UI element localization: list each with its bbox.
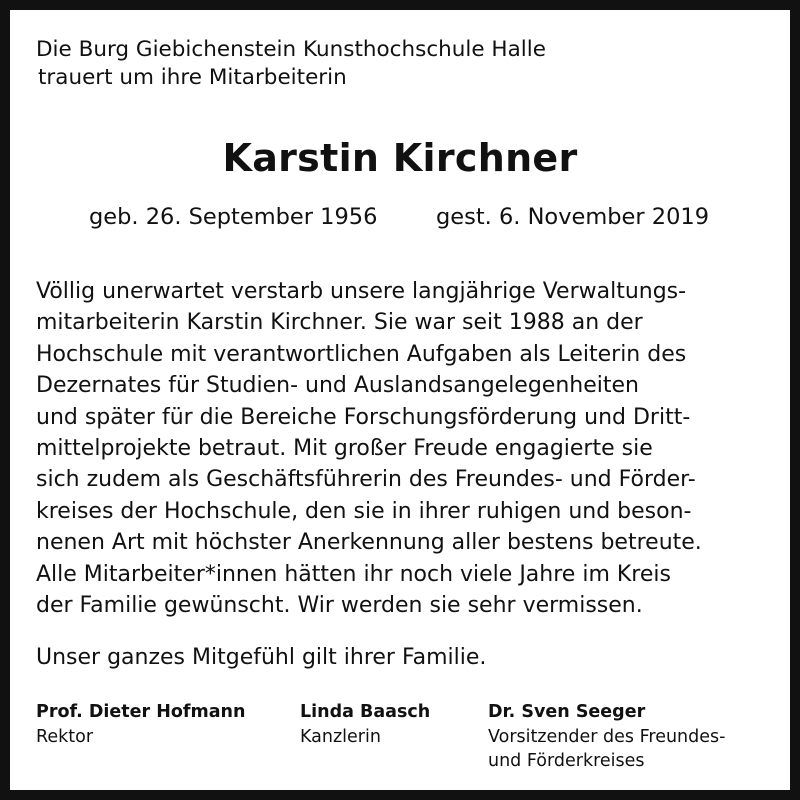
birth-date: geb. 26. September 1956 xyxy=(89,204,378,230)
signatory-association-chair xyxy=(488,700,725,774)
signatory-role: und Förderkreises xyxy=(488,751,645,771)
body-line: nenen Art mit höchster Anerkennung aller bestens betreute. xyxy=(36,530,702,556)
body-line: Hochschule mit verantwortlichen Aufgaben als Leiterin des xyxy=(36,341,687,367)
body-line: mittelprojekte betraut. Mit großer Freude engagierte sie xyxy=(36,436,653,462)
closing-sentence: Unser ganzes Mitgefühl gilt ihrer Familie. xyxy=(36,645,487,670)
intro-line: Die Burg Giebichenstein Kunsthochschule Halle xyxy=(36,37,546,62)
body-line: Alle Mitarbeiter*innen hätten ihr noch viele Jahre im Kreis xyxy=(36,561,671,587)
deceased-name: Karstin Kirchner xyxy=(222,136,578,180)
body-line: Völlig unerwartet verstarb unsere langjährige Verwaltungs- xyxy=(36,279,687,304)
signatory-role: Rektor xyxy=(36,726,94,747)
intro-text xyxy=(36,36,546,92)
death-date: gest. 6. November 2019 xyxy=(436,204,710,230)
signatory-role: Kanzlerin xyxy=(300,726,381,747)
signatory-name: Linda Baasch xyxy=(300,702,431,722)
body-line: der Familie gewünscht. Wir werden sie sehr vermissen. xyxy=(36,593,643,619)
signatory-chancellor xyxy=(300,700,430,749)
obituary-body xyxy=(36,276,776,621)
intro-line: trauert um ihre Mitarbeiterin xyxy=(38,65,347,90)
body-line: mitarbeiterin Karstin Kirchner. Sie war seit 1988 an der xyxy=(36,310,643,336)
body-line: kreises der Hochschule, den sie in ihrer ruhigen und beson- xyxy=(36,498,692,524)
signatory-role: Vorsitzender des Freundes- xyxy=(488,726,726,747)
signatory-name: Prof. Dieter Hofmann xyxy=(36,702,246,722)
body-line: und später für die Bereiche Forschungsförderung und Dritt- xyxy=(36,404,691,430)
signatory-rector xyxy=(36,700,245,749)
body-line: Dezernates für Studien- und Auslandsangelegenheiten xyxy=(36,373,639,399)
body-line: sich zudem als Geschäftsführerin des Freundes- und Förder- xyxy=(36,467,696,493)
signatory-name: Dr. Sven Seeger xyxy=(488,702,646,722)
